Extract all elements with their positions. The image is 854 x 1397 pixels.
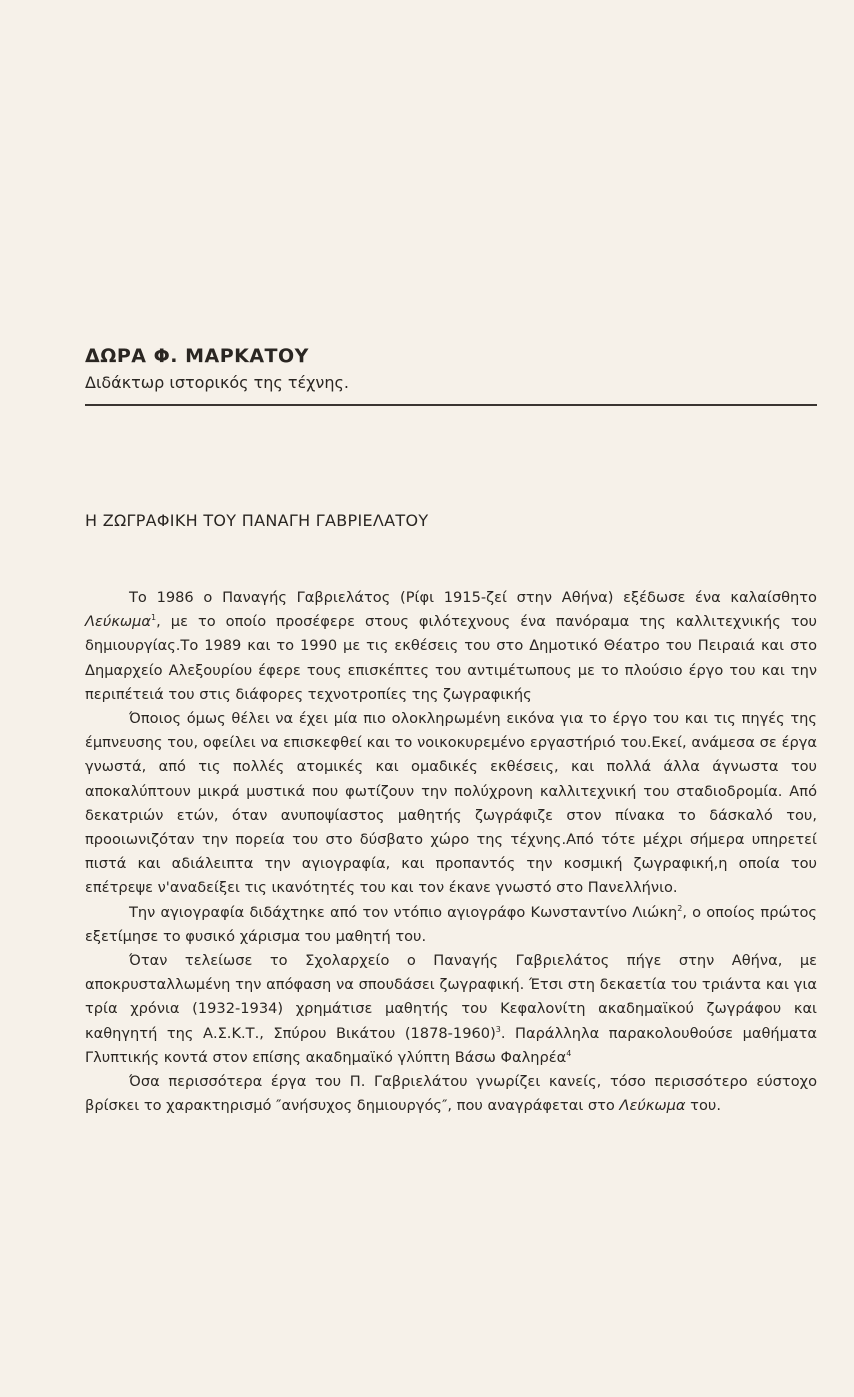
paragraph-1-italic: Λεύκωμα bbox=[85, 613, 152, 631]
paragraph-1 bbox=[85, 586, 817, 707]
footnote-ref-3: 3 bbox=[495, 1024, 501, 1034]
paragraph-3-text-b: , ο οποίος πρώτος εξετίμησε το φυσικό χάρισμα του μαθητή του. bbox=[85, 903, 817, 945]
paragraph-2-text: Όποιος όμως θέλει να έχει μία πιο ολοκληρωμένη εικόνα για το έργο του και τις πηγές της έμπνευσης του, οφείλει να επισκεφθεί και το νοικοκυρεμένο εργαστήριό του.Εκεί, ανάμεσα σε έργα γνωστά, από τις πολλές ατομικές και ομαδικές εκθέσεις, και πολλά άλλα άγνωστα του αποκαλύπτουν μικρά μυστικά που φωτίζουν την πολύχρονη καλλιτεχνική του σταδιοδρομία. Από δεκατριών ετών, όταν ανυποψίαστος μαθητής ζωγράφιζε στον πίνακα το δάσκαλό του, προοιωνιζόταν την πορεία του στο δύσβατο χώρο της τέχνης.Από τότε μέχρι σήμερα υπηρετεί πιστά και αδιάλειπτα την αγιογραφία, και προπαντός την κοσμική ζωγραφική,η οποία του επέτρεψε ν'αναδείξει τις ικανότητές του και τον έκανε γνωστό στο Πανελλήνιο. bbox=[85, 710, 817, 897]
author-title: Διδάκτωρ ιστορικός της τέχνης. bbox=[85, 373, 349, 392]
footnote-ref-4: 4 bbox=[566, 1049, 572, 1058]
paragraph-2 bbox=[85, 707, 817, 901]
author-name: ΔΩΡΑ Φ. ΜΑΡΚΑΤΟΥ bbox=[85, 345, 309, 367]
paragraph-5 bbox=[85, 1070, 817, 1118]
paragraph-5-text-b: του. bbox=[685, 1097, 721, 1115]
paragraph-1-text-b: , με το οποίο προσέφερε στους φιλότεχνους ένα πανόραμα της καλλιτεχνικής του δημιουργίας.Το 1989 και το 1990 με τις εκθέσεις του στο Δημοτικό Θέατρο του Πειραιά και στο Δημαρχείο Αλεξουρίου έφερε τους επισκέπτες του αντιμέτωπους με το πλούσιο έργο του και την περιπέτειά του στις διάφορες τεχνοτροπίες της ζωγραφικής bbox=[85, 613, 817, 703]
paragraph-4 bbox=[85, 949, 817, 1070]
paragraph-5-text-a: Όσα περισσότερα έργα του Π. Γαβριελάτου γνωρίζει κανείς, τόσο περισσότερο εύστοχο βρίσκει το χαρακτηρισμό ″ανήσυχος δημιουργός″, που αναγράφεται στο bbox=[85, 1073, 817, 1115]
header-divider bbox=[85, 404, 817, 406]
paragraph-4-text-b: . Παράλληλα παρακολουθούσε μαθήματα Γλυπτικής κοντά στον επίσης ακαδημαϊκό γλύπτη Βάσω Φαληρέα bbox=[85, 1024, 817, 1066]
paragraph-4-text-a: Όταν τελείωσε το Σχολαρχείο ο Παναγής Γαβριελάτος πήγε στην Αθήνα, με αποκρυσταλλωμένη την απόφαση να σπουδάσει ζωγραφική. Έτσι στη δεκαετία του τριάντα και για τρία χρόνια (1932-1934) χρημάτισε μαθητής του Κεφαλονίτη ακαδημαϊκού ζωγράφου και καθηγητή της Α.Σ.Κ.Τ., Σπύρου Βικάτου (1878-1960) bbox=[85, 952, 817, 1042]
paragraph-3-text-a: Την αγιογραφία διδάχτηκε από τον ντόπιο αγιογράφο Κωνσταντίνο Λιώκη bbox=[129, 903, 678, 921]
paragraph-5-italic: Λεύκωμα bbox=[619, 1097, 686, 1115]
footnote-ref-2: 2 bbox=[677, 903, 683, 913]
article-body bbox=[85, 586, 817, 1118]
paragraph-3 bbox=[85, 901, 817, 949]
paragraph-1-text-a: Το 1986 ο Παναγής Γαβριελάτος (Ρίφι 1915-ζεί στην Αθήνα) εξέδωσε ένα καλαίσθητο bbox=[129, 589, 817, 606]
author-block bbox=[85, 343, 817, 395]
footnote-ref-1: 1 bbox=[151, 613, 157, 623]
article-title: Η ΖΩΓΡΑΦΙΚΗ ΤΟΥ ΠΑΝΑΓΗ ΓΑΒΡΙΕΛΑΤΟΥ bbox=[85, 511, 429, 530]
